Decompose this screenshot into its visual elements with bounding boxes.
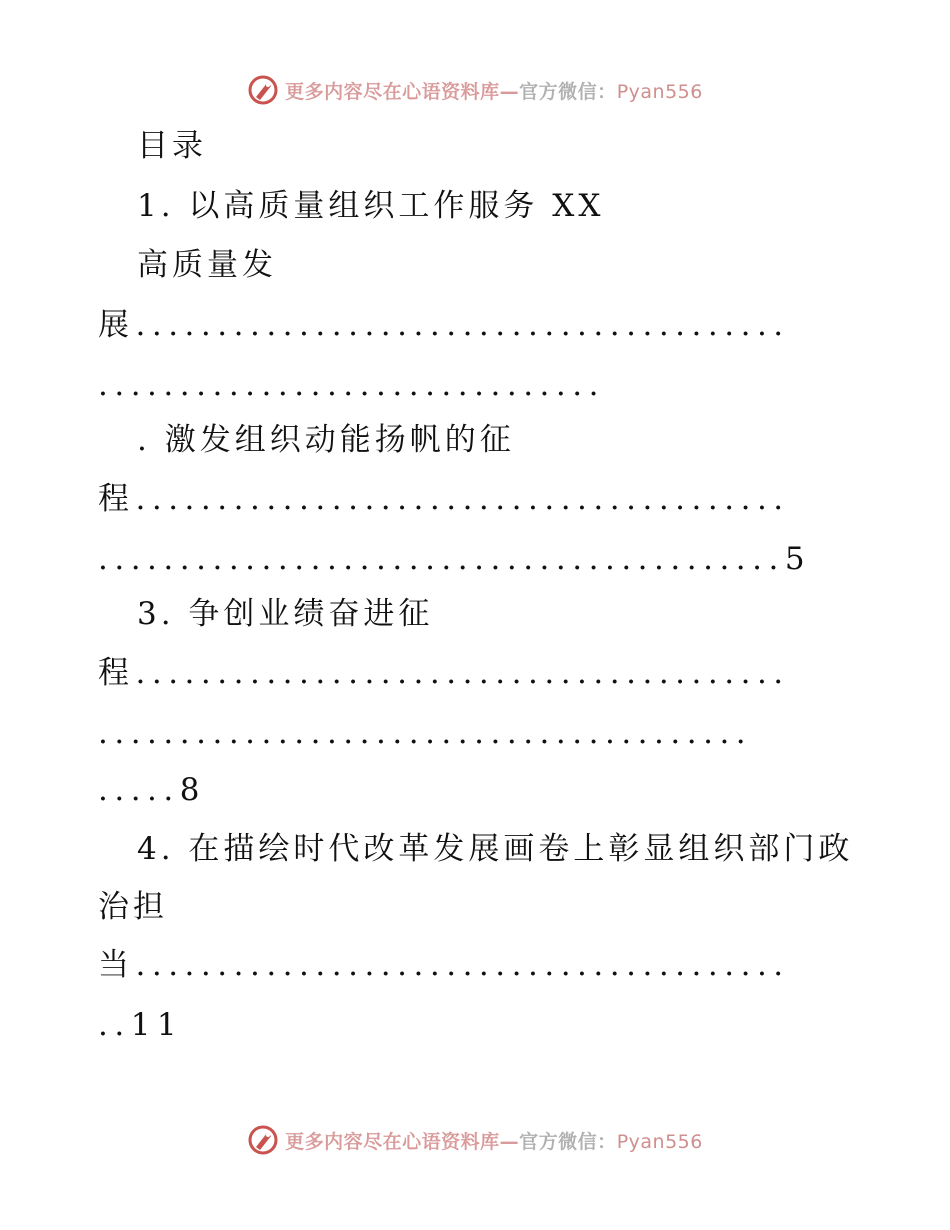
- banner-handle: Pyan556: [616, 1130, 703, 1153]
- banner-site-text: 更多内容尽在心语资料库: [285, 1130, 500, 1153]
- toc-entry-4-line-3: 当........................................: [98, 947, 790, 983]
- header-banner: [0, 70, 950, 110]
- toc-entry-3-line-2: 程........................................: [98, 655, 790, 691]
- toc-entry-4-line-2: 治担: [98, 889, 168, 925]
- banner-dash: —: [499, 80, 520, 103]
- toc-entry-2-line-2: 程........................................: [98, 481, 790, 517]
- banner-text: [285, 1127, 703, 1154]
- banner-wechat-label: 官方微信：: [519, 80, 617, 103]
- banner-handle: Pyan556: [616, 80, 703, 103]
- banner-site-text: 更多内容尽在心语资料库: [285, 80, 500, 103]
- toc-entry-1-line-3: 展........................................: [98, 307, 790, 343]
- toc-entry-3-line-4: .....8: [98, 772, 206, 808]
- toc-entry-4-line-1: 4. 在描绘时代改革发展画卷上彰显组织部门政: [137, 831, 854, 867]
- toc-entry-3-line-3: ........................................: [98, 715, 753, 751]
- pen-logo-icon: [247, 1124, 279, 1156]
- toc-entry-4-line-4: ..11: [98, 1007, 184, 1043]
- toc-entry-1-line-4: ...............................: [98, 367, 605, 403]
- footer-banner: [0, 1120, 950, 1160]
- banner-text: [285, 77, 703, 104]
- toc-entry-1-line-1: 1. 以高质量组织工作服务 XX: [137, 188, 605, 224]
- toc-entry-2-line-1: . 激发组织动能扬帆的征: [137, 422, 515, 458]
- banner-wechat-label: 官方微信：: [519, 1130, 617, 1153]
- pen-logo-icon: [247, 74, 279, 106]
- toc-entry-1-line-2: 高质量发: [137, 247, 277, 283]
- banner-dash: —: [499, 1130, 520, 1153]
- toc-title: 目录: [137, 128, 207, 164]
- toc-entry-2-line-3: ..........................................5: [98, 541, 812, 577]
- toc-entry-3-line-1: 3. 争创业绩奋进征: [137, 596, 434, 632]
